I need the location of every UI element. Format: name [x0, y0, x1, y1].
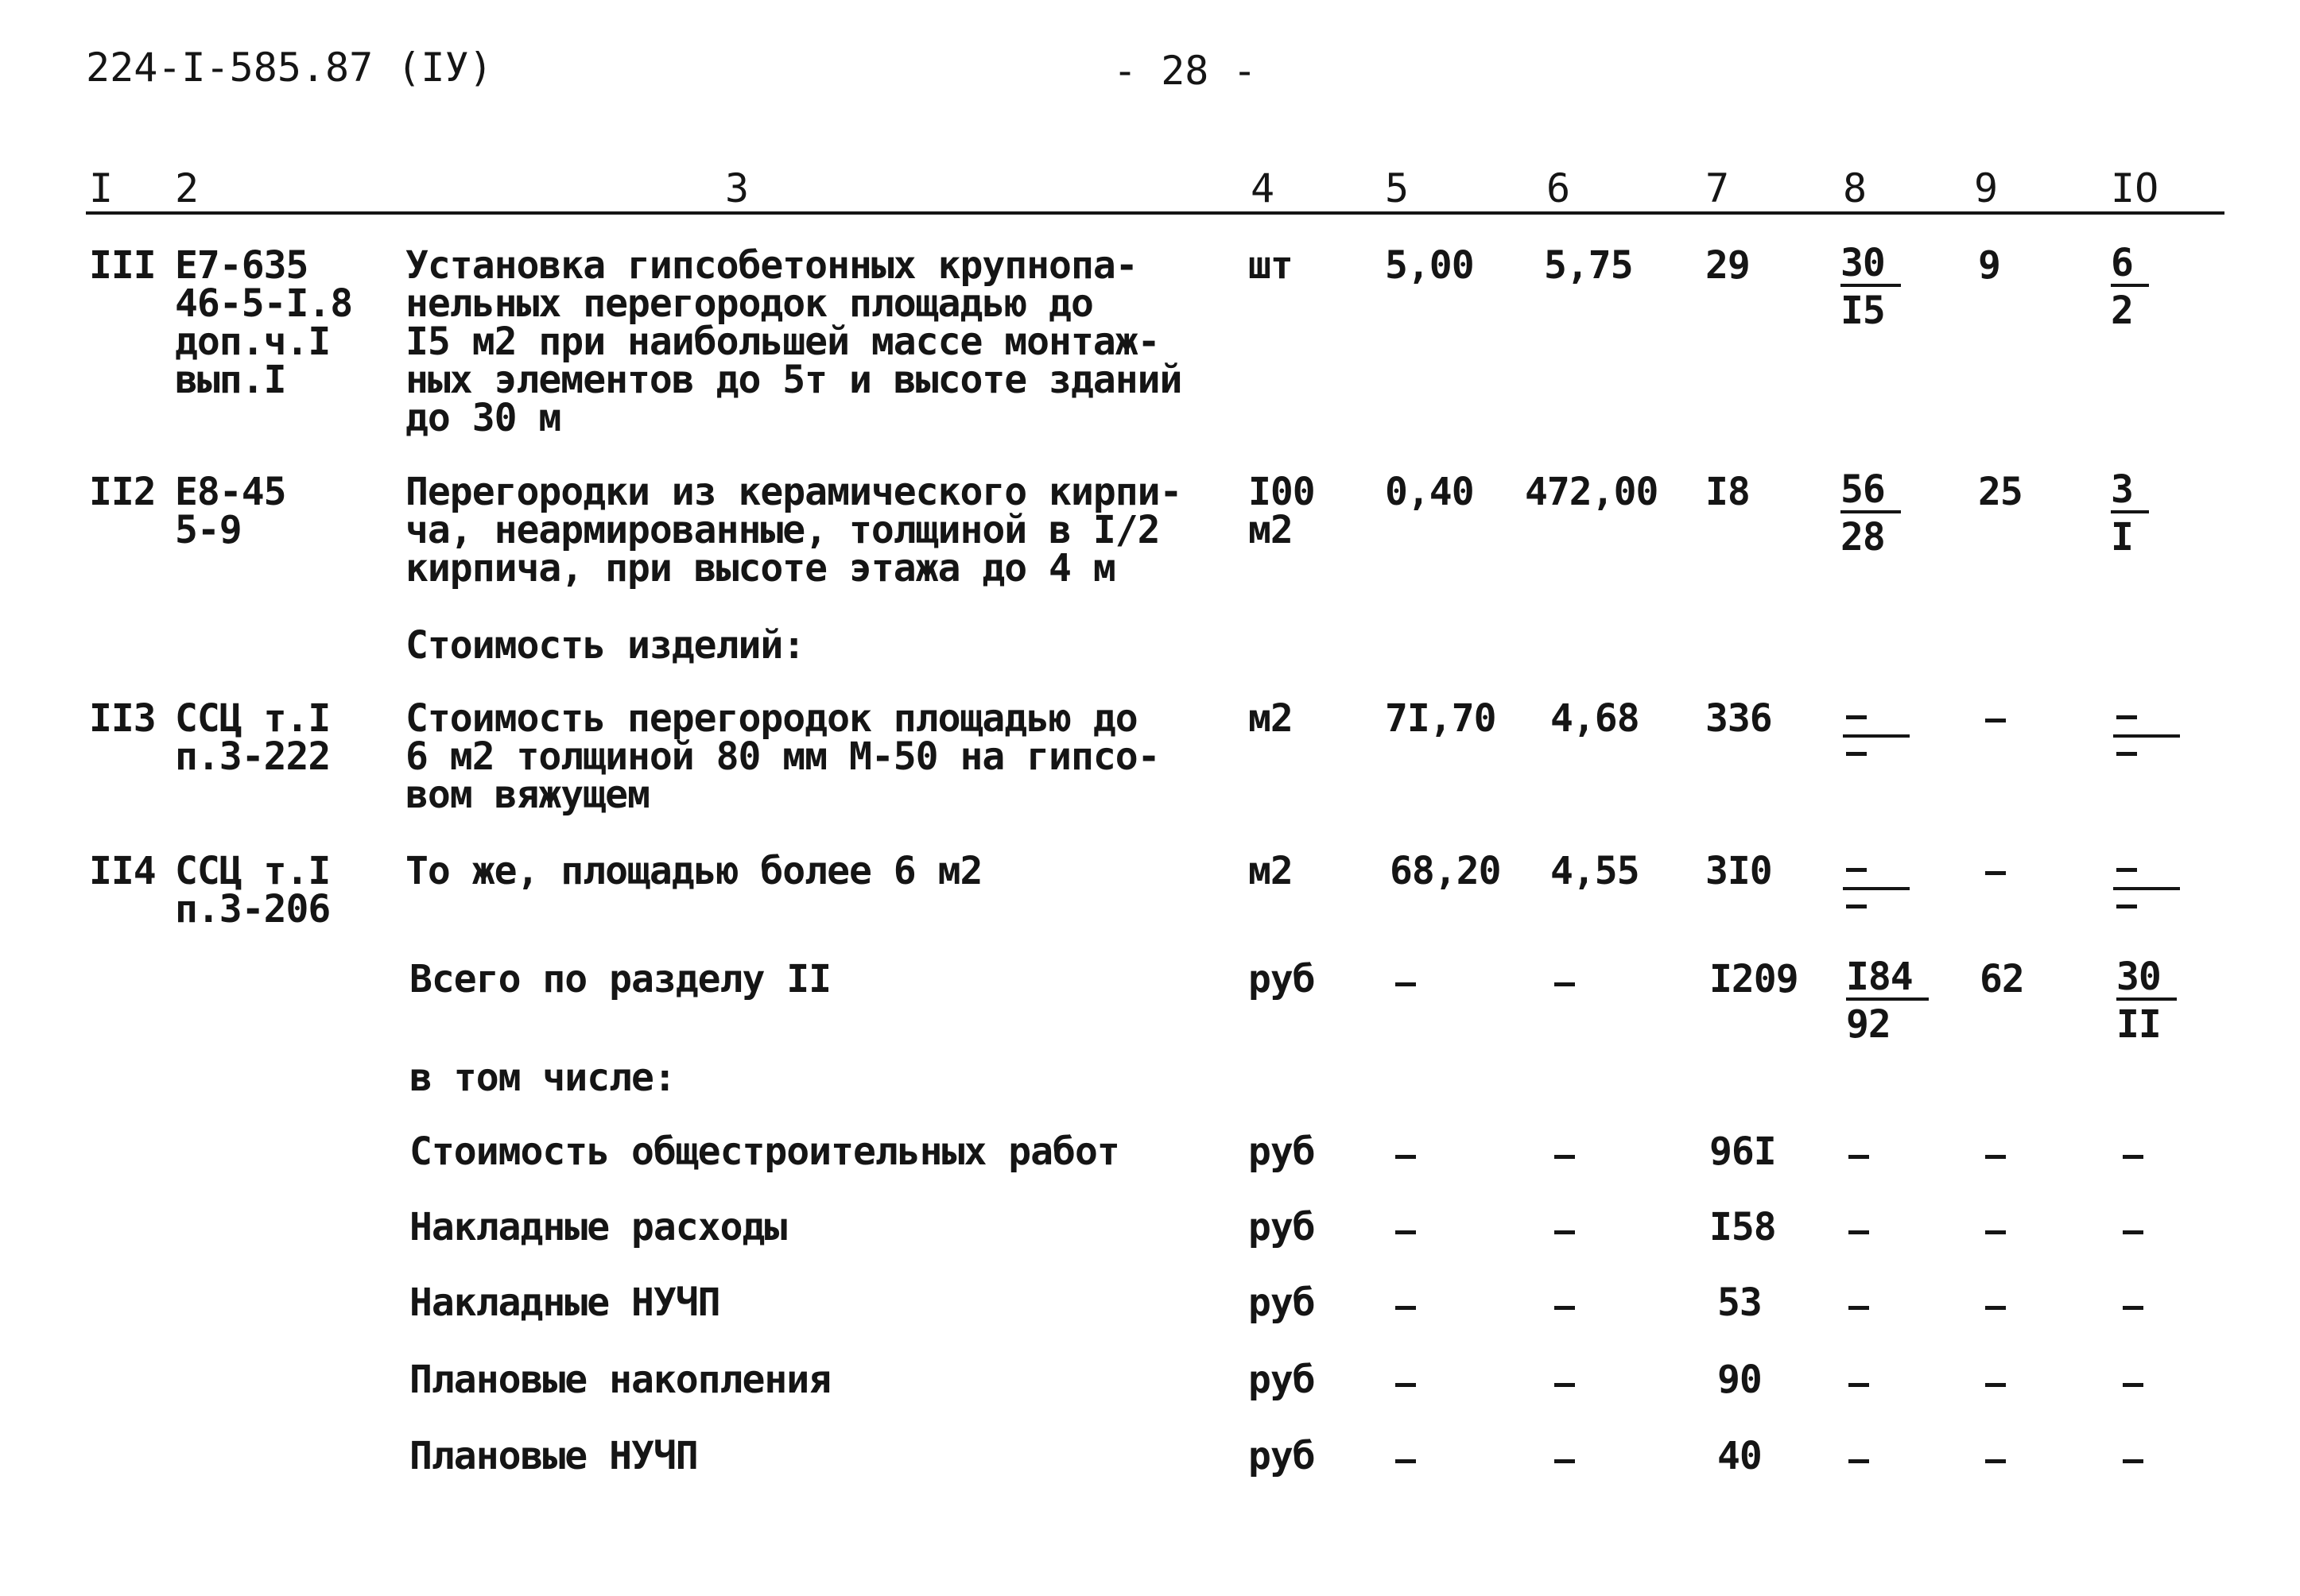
- row-unit: I00 м2: [1248, 470, 1315, 552]
- row-quantity: 7I,70: [1385, 696, 1496, 741]
- column-header-5: 5: [1385, 165, 1410, 211]
- row-description: Перегородки из керамического кирпи- ча, неармированные, толщиной в I/2 кирпича, при высоте этажа до 4 м: [405, 470, 1182, 591]
- breakdown-unit: руб: [1248, 1358, 1315, 1402]
- row-number: II3: [89, 696, 156, 741]
- breakdown-unit: руб: [1248, 1129, 1315, 1174]
- dash: [2123, 1383, 2143, 1387]
- dash-underline: [2113, 734, 2180, 738]
- breakdown-label: Плановые накопления: [409, 1358, 832, 1402]
- breakdown-label: Накладные расходы: [409, 1205, 787, 1249]
- dash: [1985, 1383, 2006, 1387]
- row-total: 3I0: [1705, 849, 1772, 893]
- section-total-col9: 62: [1980, 957, 2024, 1001]
- dash: [2116, 905, 2137, 908]
- row-col8-fraction: $\frac{56}{28}$: [1840, 469, 1912, 561]
- section-total-price-dash: [1554, 982, 1575, 986]
- column-header-1: I: [89, 165, 114, 211]
- row-quantity: 5,00: [1385, 243, 1474, 288]
- dash: [1846, 715, 1867, 719]
- breakdown-label: Накладные НУЧП: [409, 1280, 720, 1325]
- dash: [1554, 1306, 1575, 1310]
- breakdown-total: 96I: [1709, 1129, 1776, 1174]
- dash: [1985, 719, 2006, 722]
- row-description: То же, площадью более 6 м2: [405, 849, 983, 893]
- section-total-col8-fraction: $\frac{I84}{92}$: [1846, 956, 1918, 1048]
- section-total-qty-dash: [1395, 982, 1416, 986]
- row-code: ССЦ т.I п.3-222: [175, 696, 331, 779]
- row-col9: 9: [1978, 243, 2000, 288]
- row-total: I8: [1705, 470, 1750, 514]
- row-number: II4: [89, 849, 156, 893]
- dash: [2116, 715, 2137, 719]
- breakdown-total: 90: [1717, 1358, 1762, 1402]
- dash: [1395, 1306, 1416, 1310]
- dash: [1985, 1230, 2006, 1234]
- dash-underline: [2113, 887, 2180, 890]
- dash: [1395, 1459, 1416, 1463]
- section-total-label: Всего по разделу II: [409, 957, 832, 1001]
- section-total-amount: I209: [1709, 957, 1798, 1001]
- header-underline: [86, 211, 2224, 215]
- row-description: Стоимость перегородок площадью до 6 м2 толщиной 80 мм М-50 на гипсо- вом вяжущем: [405, 696, 1160, 817]
- breakdown-total: I58: [1709, 1205, 1776, 1249]
- column-header-2: 2: [175, 165, 200, 211]
- dash: [2116, 868, 2137, 872]
- breakdown-label: Стоимость общестроительных работ: [409, 1129, 1119, 1174]
- row-number: III: [89, 243, 156, 288]
- dash: [2123, 1306, 2143, 1310]
- row-unit: шт: [1248, 243, 1293, 288]
- dash: [1985, 1459, 2006, 1463]
- row-unit-price: 4,68: [1550, 696, 1639, 741]
- breakdown-total: 40: [1717, 1434, 1762, 1478]
- dash: [2116, 752, 2137, 756]
- dash: [1554, 1383, 1575, 1387]
- column-header-6: 6: [1546, 165, 1571, 211]
- breakdown-unit: руб: [1248, 1280, 1315, 1325]
- row-unit: м2: [1248, 849, 1293, 893]
- row-code: Е7-635 46-5-I.8 доп.ч.I вып.I: [175, 243, 353, 402]
- section-total-unit: руб: [1248, 957, 1315, 1001]
- dash: [1985, 1155, 2006, 1159]
- row-unit-price: 4,55: [1550, 849, 1639, 893]
- row-col8-fraction: $\frac{30}{I5}$: [1840, 242, 1912, 335]
- row-total: 336: [1705, 696, 1772, 741]
- dash: [2123, 1459, 2143, 1463]
- column-header-10: IO: [2111, 165, 2159, 211]
- column-header-9: 9: [1974, 165, 1999, 211]
- row-unit-price: 5,75: [1544, 243, 1633, 288]
- dash: [2123, 1155, 2143, 1159]
- column-header-7: 7: [1705, 165, 1730, 211]
- section-total-col10-fraction: $\frac{30}{II}$: [2116, 956, 2188, 1048]
- dash: [1848, 1306, 1869, 1310]
- row-total: 29: [1705, 243, 1750, 288]
- row-code: Е8-45 5-9: [175, 470, 286, 552]
- row-unit: м2: [1248, 696, 1293, 741]
- row-unit-price: 472,00: [1525, 470, 1658, 514]
- breakdown-unit: руб: [1248, 1434, 1315, 1478]
- row-quantity: 0,40: [1385, 470, 1474, 514]
- document-code: 224-I-585.87 (IУ): [86, 45, 493, 91]
- column-header-4: 4: [1251, 165, 1275, 211]
- dash: [1395, 1155, 1416, 1159]
- row-col10-fraction: $\frac{3}{I}$: [2111, 469, 2182, 561]
- dash: [1985, 1306, 2006, 1310]
- dash: [1848, 1383, 1869, 1387]
- dash: [1554, 1459, 1575, 1463]
- row-code: ССЦ т.I п.3-206: [175, 849, 331, 932]
- row-col9: 25: [1978, 470, 2023, 514]
- page-number: - 28 -: [1113, 48, 1257, 94]
- dash: [2123, 1230, 2143, 1234]
- dash: [1846, 752, 1867, 756]
- dash: [1848, 1230, 1869, 1234]
- dash: [1554, 1230, 1575, 1234]
- dash: [1395, 1230, 1416, 1234]
- including-label: в том числе:: [409, 1056, 676, 1100]
- dash-underline: [1843, 734, 1910, 738]
- dash: [1848, 1459, 1869, 1463]
- dash: [1846, 905, 1867, 908]
- row-col10-fraction: $\frac{6}{2}$: [2111, 242, 2182, 335]
- dash: [1395, 1383, 1416, 1387]
- products-cost-heading: Стоимость изделий:: [405, 623, 805, 668]
- column-header-3: 3: [725, 165, 750, 211]
- dash: [1846, 868, 1867, 872]
- breakdown-label: Плановые НУЧП: [409, 1434, 698, 1478]
- dash: [1554, 1155, 1575, 1159]
- dash: [1848, 1155, 1869, 1159]
- breakdown-unit: руб: [1248, 1205, 1315, 1249]
- breakdown-total: 53: [1717, 1280, 1762, 1325]
- dash: [1985, 871, 2006, 875]
- dash-underline: [1843, 887, 1910, 890]
- row-number: II2: [89, 470, 156, 514]
- row-quantity: 68,20: [1390, 849, 1501, 893]
- column-header-8: 8: [1843, 165, 1868, 211]
- row-description: Установка гипсобетонных крупнопа- нельных перегородок площадью до I5 м2 при наибольшей массе монтаж- ных элементов до 5т и высоте зданий до 30 м: [405, 243, 1182, 440]
